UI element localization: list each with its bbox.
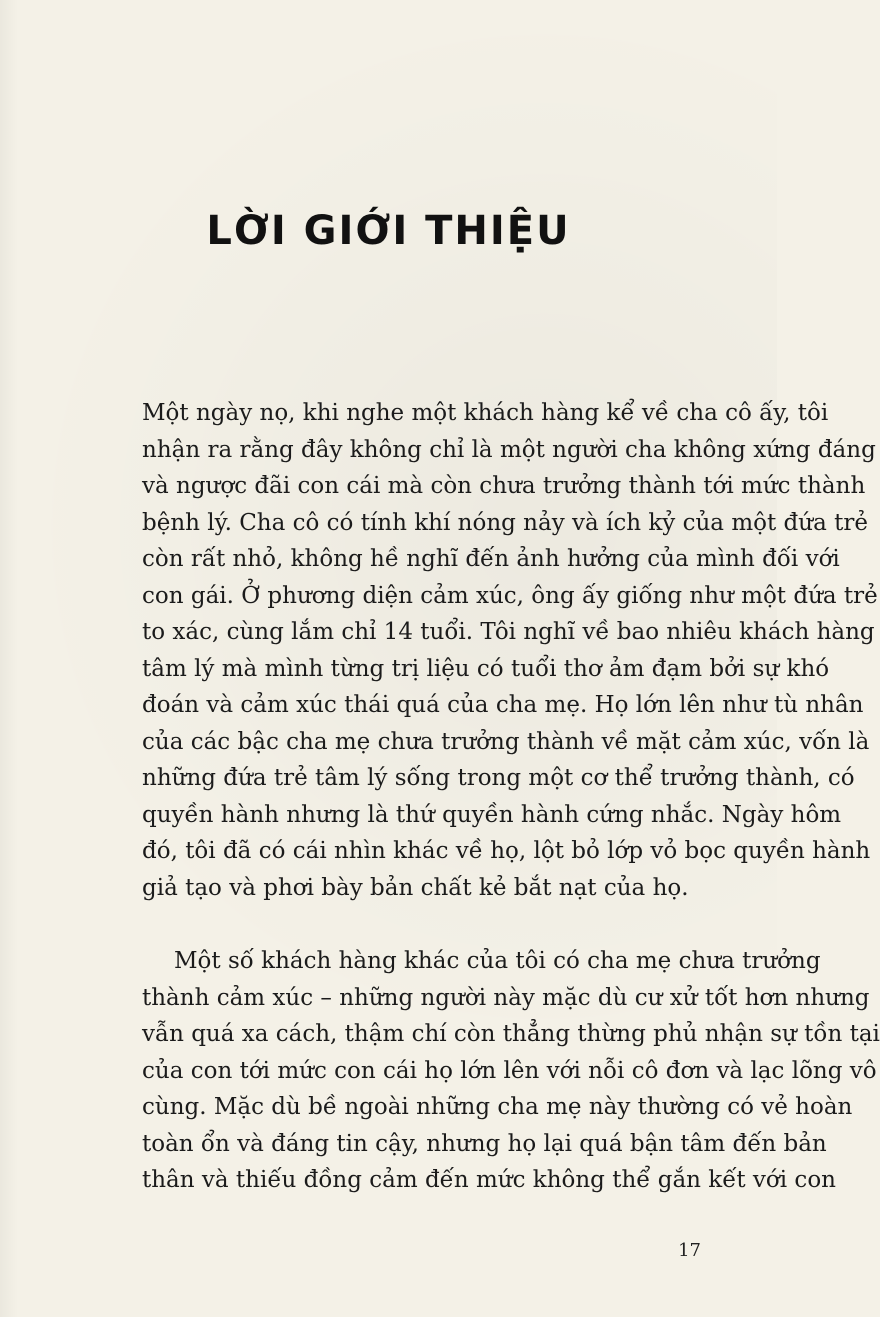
page-number: 17 — [678, 1240, 701, 1261]
text-line: quyền hành nhưng là thứ quyền hành cứng nhắc. Ngày hôm — [142, 801, 842, 828]
text-line: của các bậc cha mẹ chưa trưởng thành về mặt cảm xúc, vốn là — [142, 728, 870, 755]
text-line: những đứa trẻ tâm lý sống trong một cơ thể trưởng thành, có — [142, 765, 855, 791]
text-line: to xác, cùng lắm chỉ 14 tuổi. Tôi nghĩ về bao nhiêu khách hàng — [142, 619, 875, 645]
text-line: giả tạo và phơi bày bản chất kẻ bắt nạt của họ. — [142, 874, 689, 901]
chapter-title: LỜI GIỚI THIỆU — [206, 208, 571, 254]
text-line: cùng. Mặc dù bề ngoài những cha mẹ này thường có vẻ hoàn — [142, 1094, 853, 1120]
text-line: bệnh lý. Cha cô có tính khí nóng nảy và ích kỷ của một đứa trẻ — [142, 509, 868, 536]
text-line: Một số khách hàng khác của tôi có cha mẹ chưa trưởng — [174, 948, 821, 974]
text-line: còn rất nhỏ, không hề nghĩ đến ảnh hưởng của mình đối với — [142, 546, 840, 572]
text-line: của con tới mức con cái họ lớn lên với nỗi cô đơn và lạc lõng vô — [142, 1057, 877, 1084]
text-line: vẫn quá xa cách, thậm chí còn thẳng thừng phủ nhận sự tồn tại — [142, 1021, 880, 1047]
text-line: con gái. Ở phương diện cảm xúc, ông ấy giống như một đứa trẻ — [142, 582, 878, 609]
text-line: tâm lý mà mình từng trị liệu có tuổi thơ ảm đạm bởi sự khó — [142, 655, 830, 682]
paragraph-2 — [142, 943, 880, 1199]
text-line: toàn ổn và đáng tin cậy, nhưng họ lại quá bận tâm đến bản — [142, 1130, 827, 1157]
text-line: Một ngày nọ, khi nghe một khách hàng kể về cha cô ấy, tôi — [142, 400, 829, 426]
text-line: đoán và cảm xúc thái quá của cha mẹ. Họ lớn lên như tù nhân — [142, 692, 864, 718]
text-line: nhận ra rằng đây không chỉ là một người cha không xứng đáng — [142, 436, 876, 463]
text-line: đó, tôi đã có cái nhìn khác về họ, lột bỏ lớp vỏ bọc quyền hành — [142, 838, 871, 864]
text-line: và ngược đãi con cái mà còn chưa trưởng thành tới mức thành — [142, 473, 866, 499]
text-line: thân và thiếu đồng cảm đến mức không thể gắn kết với con — [142, 1167, 836, 1193]
paragraph-1 — [142, 395, 878, 906]
text-line: thành cảm xúc – những người này mặc dù cư xử tốt hơn nhưng — [142, 984, 870, 1011]
